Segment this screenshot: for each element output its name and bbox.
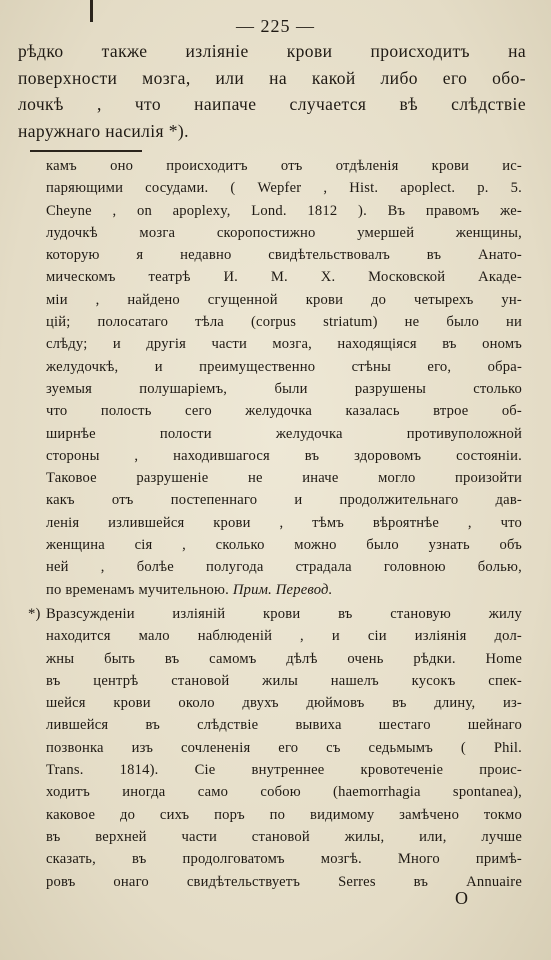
footnote-line: что полость сего желудочка казалась втрое об- bbox=[46, 403, 522, 420]
footnote-line: въ верхней части становой жилы, или, лучше bbox=[46, 828, 522, 845]
footnote-line: какъ отъ постепеннаго и продолжительнаго дав- bbox=[46, 492, 522, 509]
footnote-separator bbox=[30, 150, 142, 152]
footnote-star bbox=[28, 603, 522, 893]
footnote-line: Таковое разрушеніе не иначе могло произойти bbox=[46, 470, 522, 487]
footnote-line: паряющими сосудами. ( Wepfer , Hist. apoplect. p. 5. bbox=[46, 180, 522, 197]
footnote-line: ширнѣе полости желудочка противуположной bbox=[46, 425, 522, 442]
footnote-line: шейся крови около двухъ дюймовъ въ длину, из- bbox=[46, 695, 522, 712]
footnote-line: Trans. 1814). Сіе внутреннее кровотеченіе проис- bbox=[46, 762, 522, 779]
footnote-line: сказать, въ продолговатомъ мозгѣ. Много примѣ- bbox=[46, 851, 522, 868]
footnote-line: находится мало наблюденій , и сіи изліянія дол- bbox=[46, 628, 522, 645]
footnote-line: стороны , находившагося въ здоровомъ состояніи. bbox=[46, 447, 522, 464]
footnote-line: зуемыя полушаріемъ, были разрушены столько bbox=[46, 380, 522, 397]
footnote-line: Вразсужденіи изліяній крови въ становую жилу bbox=[46, 606, 522, 622]
footnote-line: ровъ онаго свидѣтельствуетъ Serres въ Annuaire bbox=[46, 873, 522, 890]
translator-signature: Прим. Перевод. bbox=[232, 581, 333, 598]
footnote-continuation bbox=[46, 155, 522, 601]
footnote-line: Cheyne , on apoplexy, Lond. 1812 ). Въ правомъ же- bbox=[46, 202, 522, 219]
main-text-line: лочкѣ , что наипаче случается вѣ слѣдствіе bbox=[18, 94, 526, 114]
footnote-first-line bbox=[28, 603, 522, 625]
footnote-line: ней , болѣе полугода страдала головною болью, bbox=[46, 559, 522, 576]
main-text bbox=[18, 38, 526, 144]
footnote-line: жны быть въ самомъ дѣлѣ очень рѣдки. Home bbox=[46, 650, 522, 667]
footnote-line: камъ оно происходитъ отъ отдѣленія крови ис- bbox=[46, 158, 522, 174]
main-text-line: рѣдко также изліяніе крови происходитъ на bbox=[18, 41, 526, 61]
footnote-line: каковое до сихъ поръ по видимому замѣчено токмо bbox=[46, 806, 522, 823]
footnote-line: слѣду; и другія части мозга, находящіяся въ ономъ bbox=[46, 336, 522, 353]
footnote-line: ходитъ иногда само собою (haemorrhagia spontanea), bbox=[46, 784, 522, 801]
footnote-line: ленія излившейся крови , тѣмъ вѣроятнѣе , что bbox=[46, 514, 522, 531]
footnote-mark: *) bbox=[28, 606, 41, 622]
main-text-line: поверхности мозга, или на какой либо его обо- bbox=[18, 67, 526, 88]
footnote-line: по временамъ мучительною. bbox=[46, 581, 229, 598]
footnote-last-line bbox=[46, 579, 522, 601]
footnote-line: цій; полосатаго тѣла (corpus striatum) не было ни bbox=[46, 314, 522, 331]
footnote-line: желудочкѣ, и преимущественно стѣны его, обра- bbox=[46, 358, 522, 375]
footnote-line: женщина сія , сколько можно было узнать объ bbox=[46, 537, 522, 554]
footnote-line: лившейся въ слѣдствіе вывиха шестаго шейнаго bbox=[46, 717, 522, 734]
footnote-line: міи , найдено сгущенной крови до четырехъ ун- bbox=[46, 291, 522, 308]
page-number: — 225 — bbox=[236, 16, 315, 36]
catchword: О bbox=[455, 888, 468, 908]
main-text-line: наружнаго насилія *). bbox=[18, 120, 189, 141]
footnote-line: позвонка изъ сочлененія его съ седьмымъ ( Phil. bbox=[46, 739, 522, 756]
footnote-line: которую я недавно свидѣтельствовалъ въ Анато- bbox=[46, 247, 522, 264]
footnote-line: лудочкѣ мозга скоропостижно умершей женщины, bbox=[46, 224, 522, 241]
footnote-line: въ центрѣ становой жилы нашелъ кусокъ спек- bbox=[46, 672, 522, 689]
footnote-line: мическомъ театрѣ И. М. Х. Московской Акаде- bbox=[46, 269, 522, 286]
